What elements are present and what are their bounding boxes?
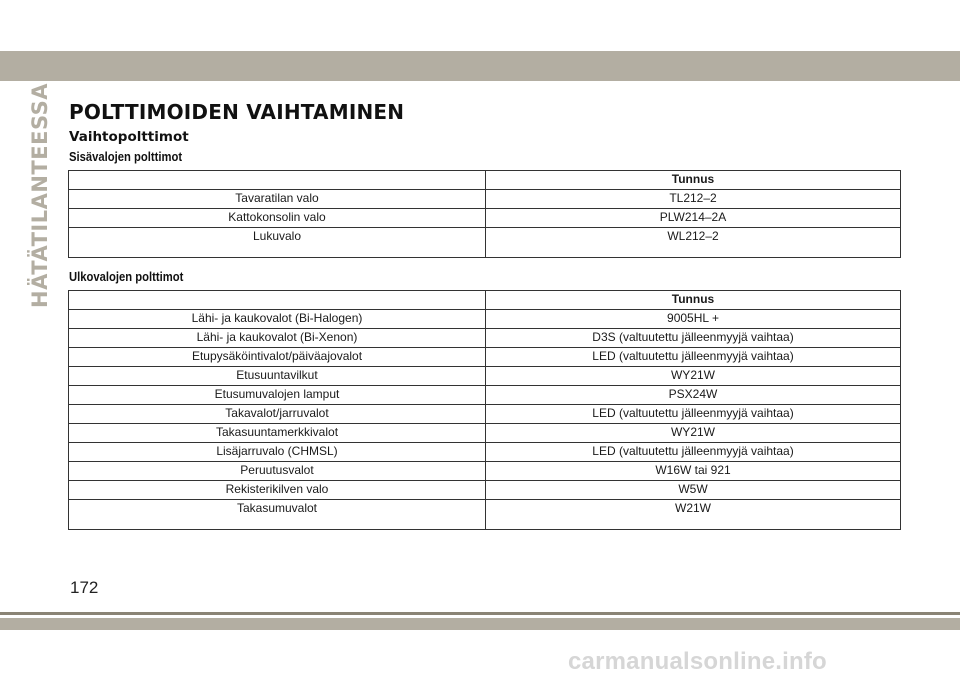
bulb-location: Lähi- ja kaukovalot (Bi-Xenon)	[69, 329, 486, 348]
interior-bulbs-heading: Sisävalojen polttimot	[69, 150, 183, 164]
bulb-location: Takavalot/jarruvalot	[69, 405, 486, 424]
side-chapter-label: HÄTÄTILANTEESSA	[28, 82, 52, 308]
table-header-row	[69, 291, 901, 310]
bulb-code: W16W tai 921	[486, 462, 901, 481]
bulb-code: WY21W	[486, 424, 901, 443]
table-row	[69, 481, 901, 500]
bulb-code: LED (valtuutettu jälleenmyyjä vaihtaa)	[486, 348, 901, 367]
table-header-empty	[69, 291, 486, 310]
bulb-code: W5W	[486, 481, 901, 500]
table-row	[69, 424, 901, 443]
footer-rule	[0, 612, 960, 615]
bulb-location: Lisäjarruvalo (CHMSL)	[69, 443, 486, 462]
exterior-bulbs-heading: Ulkovalojen polttimot	[69, 270, 184, 284]
table-row	[69, 500, 901, 530]
table-header-code: Tunnus	[486, 291, 901, 310]
bulb-location: Etupysäköintivalot/päiväajovalot	[69, 348, 486, 367]
bulb-location: Rekisterikilven valo	[69, 481, 486, 500]
table-row	[69, 228, 901, 258]
bulb-location: Takasumuvalot	[69, 500, 486, 530]
table-row	[69, 462, 901, 481]
page-number: 172	[70, 578, 99, 597]
table-header-row	[69, 171, 901, 190]
table-row	[69, 209, 901, 228]
table-row	[69, 443, 901, 462]
footer-band	[0, 618, 960, 630]
header-band	[0, 51, 960, 81]
bulb-location: Kattokonsolin valo	[69, 209, 486, 228]
bulb-location: Takasuuntamerkkivalot	[69, 424, 486, 443]
bulb-location: Peruutusvalot	[69, 462, 486, 481]
table-row	[69, 367, 901, 386]
bulb-code: WL212–2	[486, 228, 901, 258]
bulb-location: Etusuuntavilkut	[69, 367, 486, 386]
table-row	[69, 405, 901, 424]
bulb-code: WY21W	[486, 367, 901, 386]
table-row	[69, 190, 901, 209]
bulb-code: 9005HL +	[486, 310, 901, 329]
table-row	[69, 386, 901, 405]
bulb-code: LED (valtuutettu jälleenmyyjä vaihtaa)	[486, 443, 901, 462]
bulb-location: Lähi- ja kaukovalot (Bi-Halogen)	[69, 310, 486, 329]
side-chapter-tab	[26, 82, 54, 308]
bulb-location: Etusumuvalojen lamput	[69, 386, 486, 405]
bulb-code: PSX24W	[486, 386, 901, 405]
table-row	[69, 310, 901, 329]
table-header-code: Tunnus	[486, 171, 901, 190]
table-row	[69, 348, 901, 367]
bulb-code: W21W	[486, 500, 901, 530]
section-title: Vaihtopolttimot	[69, 129, 189, 145]
exterior-bulbs-table	[68, 290, 901, 530]
bulb-code: D3S (valtuutettu jälleenmyyjä vaihtaa)	[486, 329, 901, 348]
bulb-location: Tavaratilan valo	[69, 190, 486, 209]
page-title: POLTTIMOIDEN VAIHTAMINEN	[69, 100, 405, 124]
table-row	[69, 329, 901, 348]
bulb-code: TL212–2	[486, 190, 901, 209]
bulb-code: LED (valtuutettu jälleenmyyjä vaihtaa)	[486, 405, 901, 424]
bulb-code: PLW214–2A	[486, 209, 901, 228]
bulb-location: Lukuvalo	[69, 228, 486, 258]
interior-bulbs-table	[68, 170, 901, 258]
watermark-link[interactable]: carmanualsonline.info	[568, 648, 827, 675]
table-header-empty	[69, 171, 486, 190]
